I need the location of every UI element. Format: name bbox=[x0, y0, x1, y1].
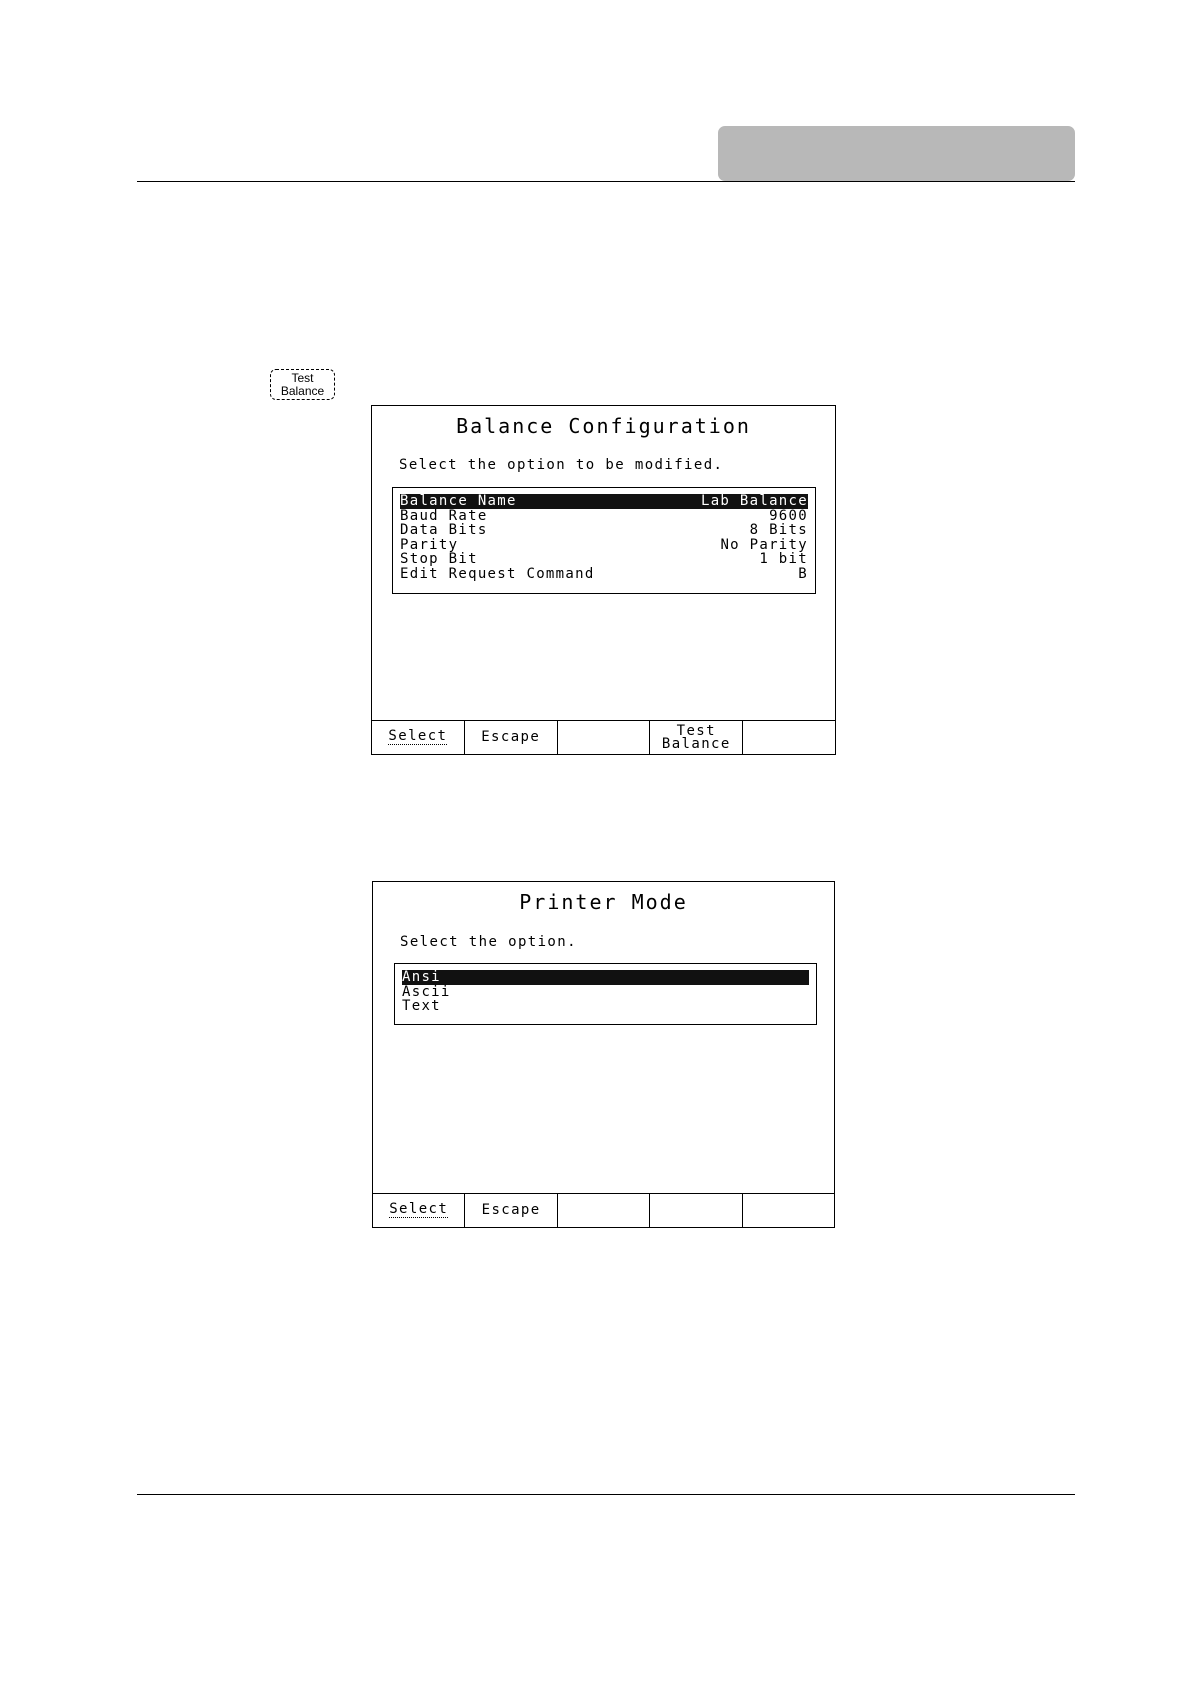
item-value: Lab Balance bbox=[700, 493, 808, 509]
softkey-label: Select bbox=[388, 728, 448, 744]
softkey-bar bbox=[373, 1193, 834, 1227]
test-balance-softkey[interactable] bbox=[650, 721, 743, 754]
list-item-text[interactable] bbox=[402, 999, 809, 1014]
item-label: Balance Name bbox=[400, 493, 517, 509]
options-list bbox=[394, 963, 817, 1025]
item-label: Data Bits bbox=[400, 522, 488, 538]
item-value: 1 bit bbox=[759, 551, 808, 567]
screen-prompt: Select the option to be modified. bbox=[399, 457, 724, 473]
select-softkey[interactable] bbox=[373, 1194, 465, 1227]
select-softkey[interactable] bbox=[372, 721, 465, 754]
key-icon-line2: Balance bbox=[280, 384, 325, 398]
blank-softkey-3[interactable] bbox=[558, 1194, 650, 1227]
softkey-label-line2: Balance bbox=[661, 735, 731, 752]
item-value: 8 Bits bbox=[749, 522, 808, 538]
section-header-tab bbox=[718, 126, 1075, 181]
item-value: B bbox=[798, 565, 808, 582]
item-label: Edit Request Command bbox=[400, 565, 595, 582]
item-label: Parity bbox=[400, 536, 459, 553]
balance-configuration-screen bbox=[371, 405, 836, 755]
item-value: No Parity bbox=[720, 536, 808, 553]
list-item-baud-rate[interactable] bbox=[400, 509, 808, 524]
screen-prompt: Select the option. bbox=[400, 934, 577, 950]
item-label: Text bbox=[402, 998, 441, 1014]
key-icon-line1: Test bbox=[291, 371, 314, 385]
item-label: Ascii bbox=[402, 983, 451, 1000]
softkey-label: Select bbox=[389, 1201, 449, 1217]
list-item-stop-bit[interactable] bbox=[400, 552, 808, 567]
footer-rule bbox=[137, 1494, 1075, 1495]
options-list bbox=[392, 487, 816, 594]
item-value: 9600 bbox=[769, 507, 808, 524]
item-label: Stop Bit bbox=[400, 551, 478, 567]
list-item-data-bits[interactable] bbox=[400, 523, 808, 538]
screen-title: Printer Mode bbox=[519, 890, 688, 914]
blank-softkey-5[interactable] bbox=[743, 721, 835, 754]
escape-softkey[interactable] bbox=[465, 721, 558, 754]
blank-softkey-4[interactable] bbox=[650, 1194, 742, 1227]
list-item-balance-name[interactable] bbox=[400, 494, 808, 509]
softkey-label-line1: Test bbox=[676, 722, 716, 739]
screen-title: Balance Configuration bbox=[456, 414, 751, 438]
escape-softkey[interactable] bbox=[465, 1194, 557, 1227]
test-balance-key-icon bbox=[270, 369, 335, 400]
item-label: Ansi bbox=[402, 969, 441, 985]
list-item-parity[interactable] bbox=[400, 538, 808, 553]
softkey-label: Escape bbox=[481, 729, 541, 745]
softkey-label: Escape bbox=[481, 1202, 541, 1218]
list-item-edit-request-command[interactable] bbox=[400, 567, 808, 582]
blank-softkey-5[interactable] bbox=[743, 1194, 834, 1227]
item-label: Baud Rate bbox=[400, 507, 488, 524]
header-rule bbox=[137, 181, 1075, 182]
blank-softkey-3[interactable] bbox=[558, 721, 651, 754]
list-item-ansi[interactable] bbox=[402, 970, 809, 985]
softkey-bar bbox=[372, 720, 835, 754]
list-item-ascii[interactable] bbox=[402, 985, 809, 1000]
printer-mode-screen bbox=[372, 881, 835, 1228]
